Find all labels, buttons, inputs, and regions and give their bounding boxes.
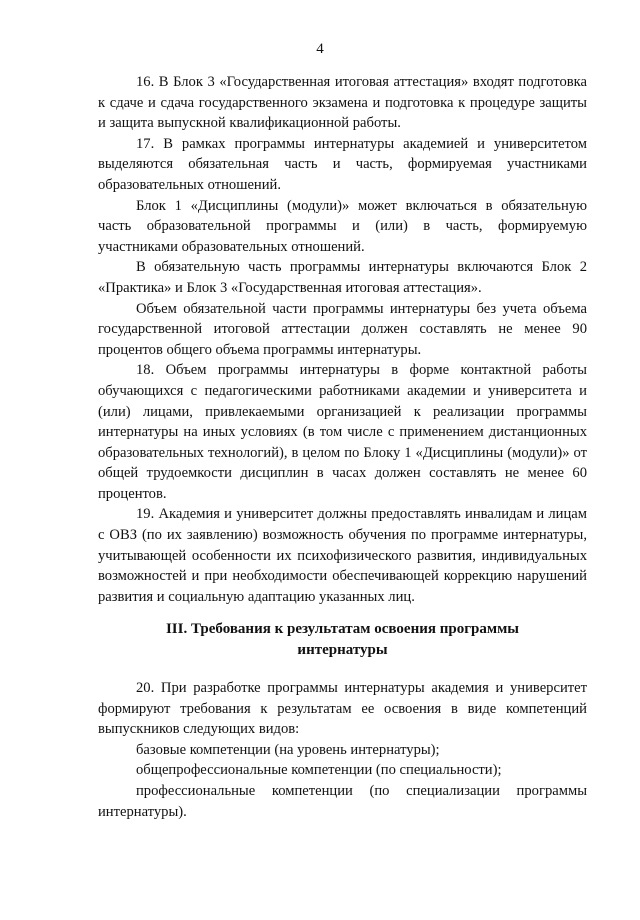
section-body — [98, 678, 587, 822]
paragraph-17: 17. В рамках программы интернатуры академией и университетом выделяются обязательная часть и часть, формируемая участниками образовательных отношений. — [98, 135, 587, 193]
list-item-basic-competences: базовые компетенции (на уровень интернатуры); — [136, 741, 440, 758]
section-heading — [98, 619, 587, 661]
list-item-professional-competences: профессиональные компетенции (по специализации программы интернатуры). — [98, 782, 587, 820]
paragraph-volume: Объем обязательной части программы интернатуры без учета объема государственной итоговой аттестации должен составлять не менее 90 процентов общего объема программы интернатуры. — [98, 300, 587, 358]
section-heading-line1: III. Требования к результатам освоения программы — [165, 621, 520, 637]
paragraph-20: 20. При разработке программы интернатуры академия и университет формируют требования к результатам ее освоения в виде компетенций выпускников следующих видов: — [98, 680, 587, 738]
page-number: 4 — [316, 41, 324, 57]
paragraph-mandatory-part: В обязательную часть программы интернатуры включаются Блок 2 «Практика» и Блок 3 «Государственная итоговая аттестация». — [98, 259, 587, 296]
paragraph-18: 18. Объем программы интернатуры в форме контактной работы обучающихся с педагогическими работниками академии и университета и (или) лицами, привлекаемыми организацией к реализации программы интернатуры на иных условиях (в том числе с применением дистанционных образовательных технологий), в целом по Блоку 1 «Дисциплины (модули)» от общей трудоемкости дисциплин в часах должен составлять не менее 60 процентов. — [98, 362, 587, 502]
document-body — [98, 72, 587, 607]
paragraph-16: 16. В Блок 3 «Государственная итоговая аттестация» входят подготовка к сдаче и сдача государственного экзамена и подготовка к процедуре защиты и защита выпускной квалификационной работы. — [98, 74, 587, 132]
paragraph-19: 19. Академия и университет должны предоставлять инвалидам и лицам с ОВЗ (по их заявлению) возможность обучения по программе интернатуры, учитывающей особенности их психофизического развития, индивидуальных возможностей и при необходимости обеспечивающей коррекцию нарушений развития и социальную адаптацию указанных лиц. — [98, 506, 587, 605]
list-item-general-professional-competences: общепрофессиональные компетенции (по специальности); — [136, 762, 502, 779]
section-heading-line2: интернатуры — [297, 642, 388, 658]
paragraph-block1: Блок 1 «Дисциплины (модули)» может включаться в обязательную часть образовательной программы и (или) в часть, формируемую участниками образовательных отношений. — [98, 197, 587, 255]
